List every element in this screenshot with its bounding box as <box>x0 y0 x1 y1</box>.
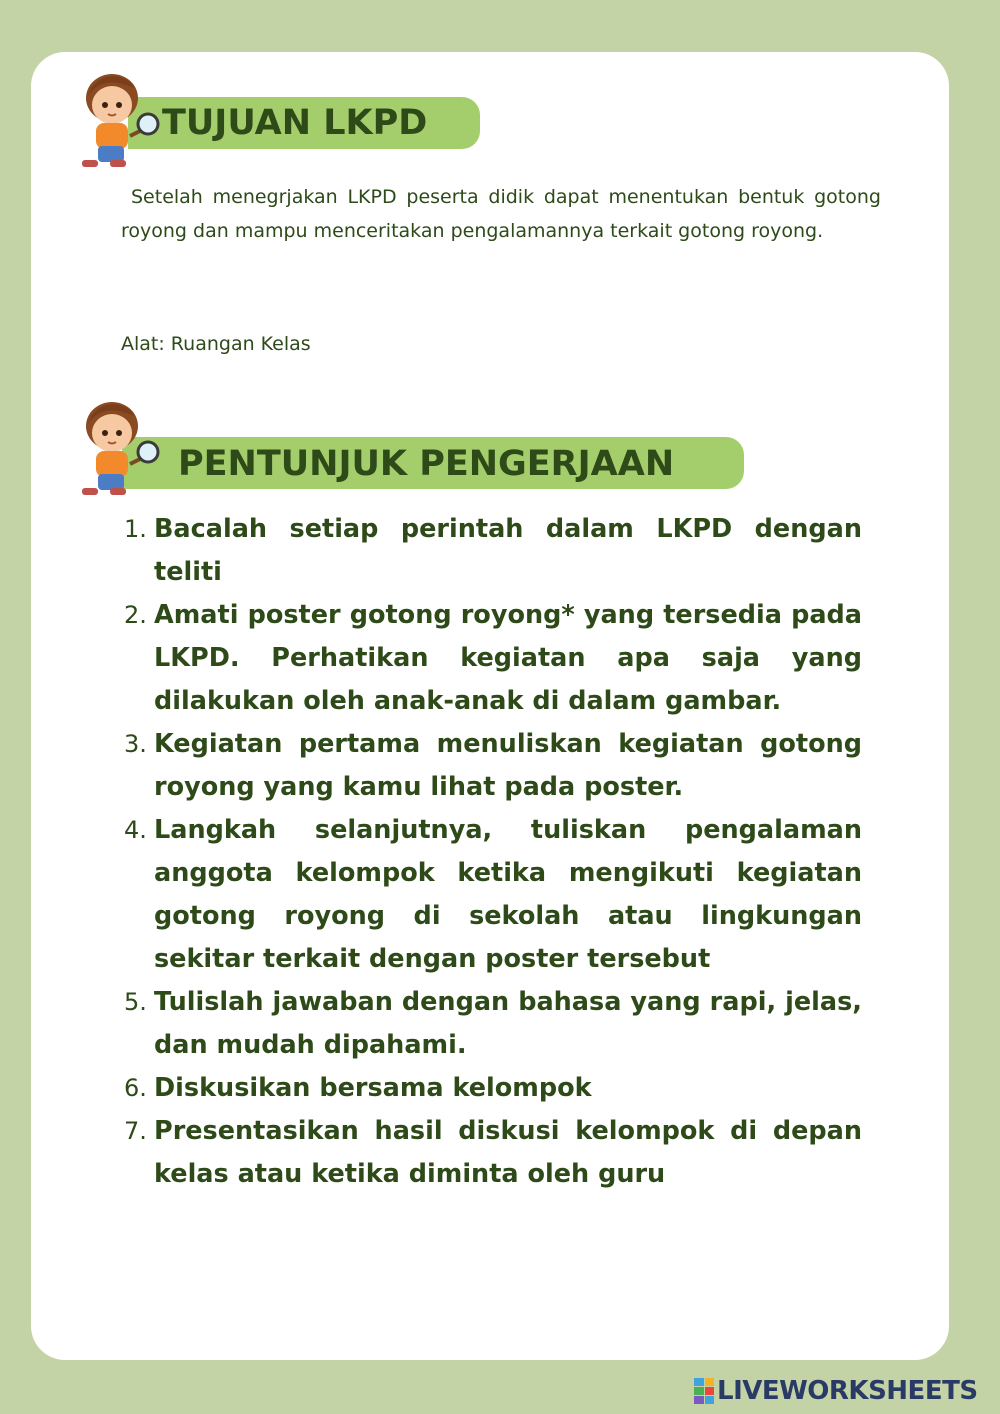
list-number: 4. <box>124 816 147 844</box>
list-item <box>112 594 862 723</box>
list-number: 2. <box>124 601 147 629</box>
list-item <box>112 981 862 1067</box>
list-text: Kegiatan pertama menuliskan kegiatan gotong royong yang kamu lihat pada poster. <box>154 729 862 802</box>
list-number: 7. <box>124 1117 147 1145</box>
list-text: Amati poster gotong royong* yang tersedia pada LKPD. Perhatikan kegiatan apa saja yang dilakukan oleh anak-anak di dalam gambar. <box>154 600 862 716</box>
section-title-petunjuk: PENTUNJUK PENGERJAAN <box>122 437 744 489</box>
list-number: 5. <box>124 988 147 1016</box>
list-text: Diskusikan bersama kelompok <box>154 1073 592 1103</box>
list-text: Presentasikan hasil diskusi kelompok di depan kelas atau ketika diminta oleh guru <box>154 1116 862 1189</box>
liveworksheets-logo-icon <box>694 1378 714 1404</box>
list-item <box>112 809 862 981</box>
objective-paragraph: Setelah menegrjakan LKPD peserta didik dapat menentukan bentuk gotong royong dan mampu menceritakan pengalamannya terkait gotong royong. <box>121 186 881 242</box>
list-item <box>112 508 862 594</box>
list-item <box>112 723 862 809</box>
detective-kid-icon <box>72 68 167 178</box>
section-title-tujuan: TUJUAN LKPD <box>128 97 480 149</box>
instruction-list <box>112 508 862 1196</box>
brand-text: LIVEWORKSHEETS <box>717 1376 978 1406</box>
list-number: 6. <box>124 1074 147 1102</box>
list-number: 3. <box>124 730 147 758</box>
tools-text: Alat: Ruangan Kelas <box>121 333 311 355</box>
list-item <box>112 1110 862 1196</box>
liveworksheets-footer[interactable] <box>694 1376 978 1406</box>
list-number: 1. <box>124 515 147 543</box>
list-text: Tulislah jawaban dengan bahasa yang rapi, jelas, dan mudah dipahami. <box>154 987 862 1060</box>
list-text: Langkah selanjutnya, tuliskan pengalaman anggota kelompok ketika mengikuti kegiatan gotong royong di sekolah atau lingkungan sekitar terkait dengan poster tersebut <box>154 815 862 974</box>
detective-kid-icon <box>72 396 167 506</box>
list-text: Bacalah setiap perintah dalam LKPD dengan teliti <box>154 514 862 587</box>
list-item <box>112 1067 862 1110</box>
